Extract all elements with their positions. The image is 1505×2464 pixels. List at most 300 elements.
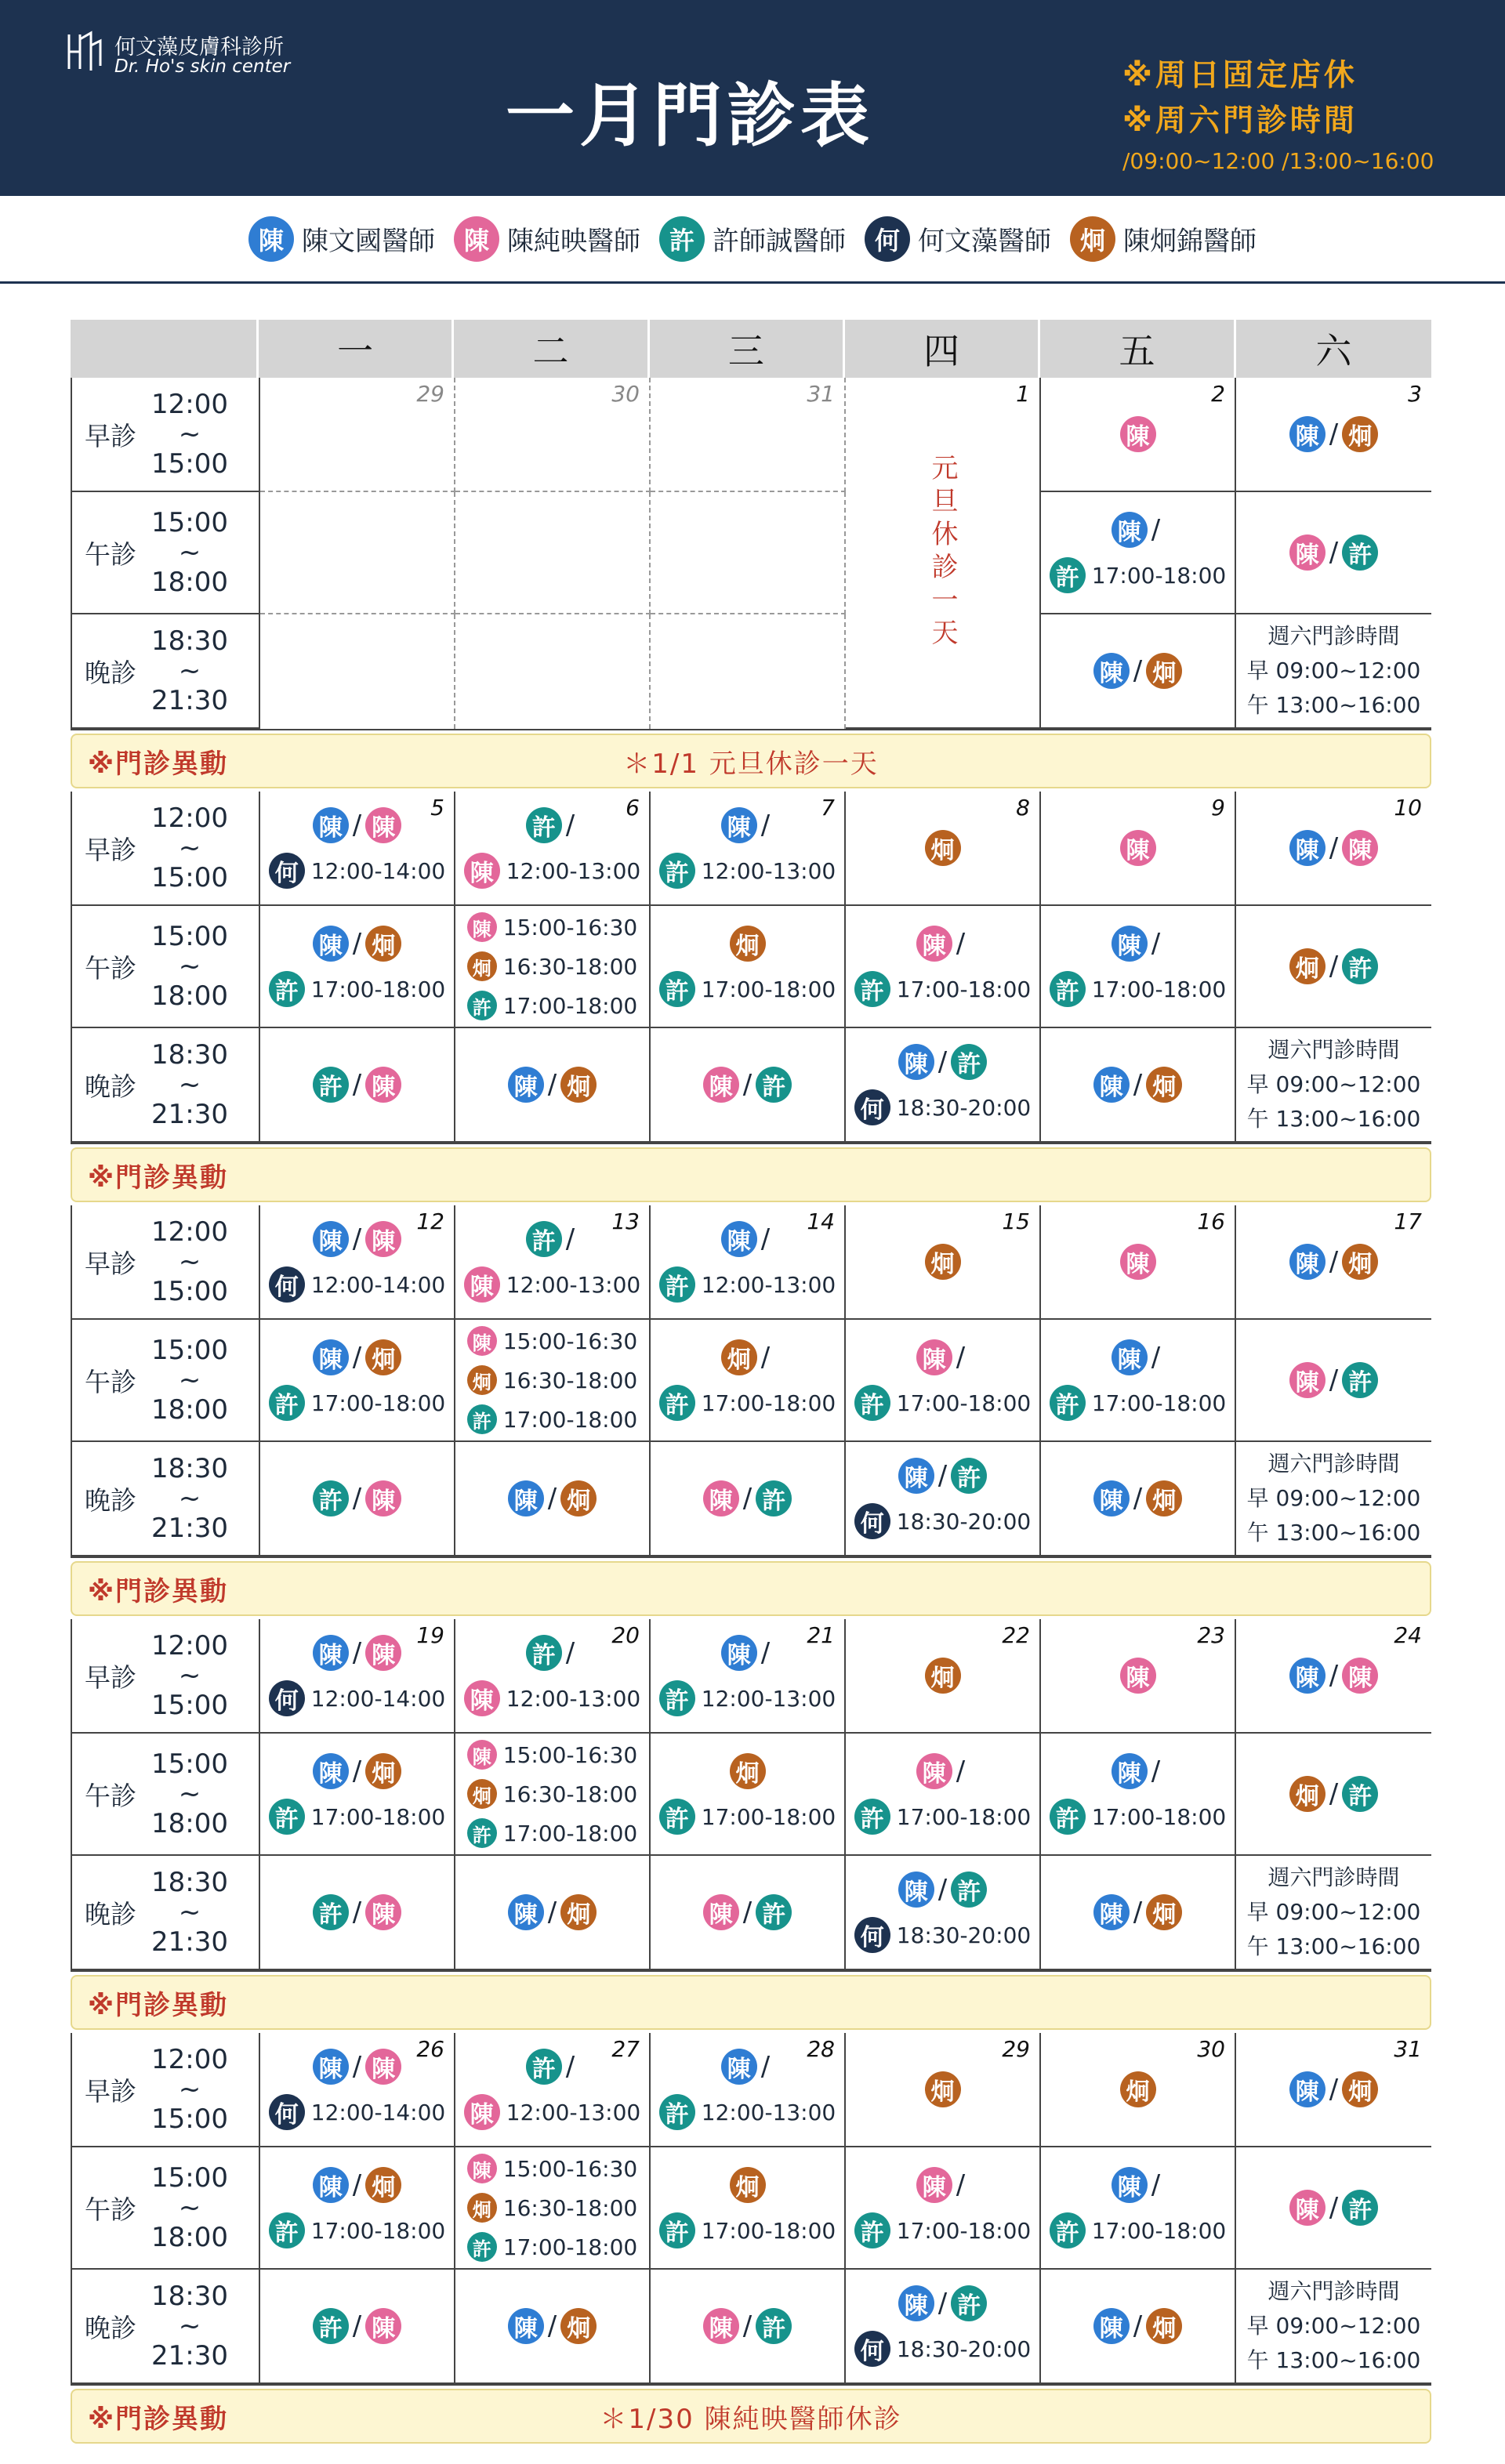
doctor-line (467, 1779, 638, 1809)
doctor-badge-icon: 陳 (365, 1221, 401, 1257)
session-end: 15:00 (151, 1276, 228, 1307)
doctor-line (269, 2094, 446, 2130)
slash-separator: / (352, 1069, 362, 1100)
date-number: 10 (1394, 795, 1422, 821)
doctor-line (1289, 948, 1378, 984)
doctor-badge-icon: 許 (951, 1458, 987, 1494)
session-label (72, 906, 260, 1028)
doctor-line (313, 1339, 401, 1375)
clinic-time: 17:00-18:00 (896, 2217, 1032, 2244)
session-tilde: ~ (178, 419, 201, 450)
schedule-cell (1236, 1028, 1431, 1143)
date-number: 26 (416, 2036, 444, 2062)
clinic-time: 16:30-18:00 (502, 1781, 638, 1807)
session-tilde: ~ (178, 2310, 201, 2342)
clinic-time: 15:00-16:30 (502, 2155, 638, 2182)
schedule-change-bar (71, 1975, 1431, 2030)
schedule-cell (1236, 1619, 1431, 1734)
schedule-change-label: ※門診異動 (88, 1989, 229, 2021)
doctor-line (467, 951, 638, 981)
doctor-badge-icon: 許 (269, 971, 305, 1007)
doctor-badge-icon: 炯 (560, 2308, 597, 2344)
doctor-badge-icon: 許 (659, 853, 695, 889)
doctor-line (659, 1266, 836, 1303)
doctor-badge-icon: 許 (526, 2049, 562, 2085)
schedule-cell (455, 1205, 651, 1320)
doctor-line (313, 1894, 401, 1930)
doctor-badge-icon: 陳 (1289, 1244, 1325, 1280)
slash-separator: / (1151, 514, 1161, 545)
slash-separator: / (352, 1483, 362, 1514)
legend-doctor-name: 許師誠醫師 (713, 226, 846, 257)
legend-item (1070, 216, 1257, 262)
doctor-line (1093, 1067, 1182, 1103)
doctor-badge-icon: 陳 (464, 2094, 500, 2130)
date-number: 3 (1408, 381, 1422, 407)
doctor-badge-icon: 陳 (467, 912, 497, 942)
session-start: 12:00 (151, 2044, 228, 2075)
saturday-hours: /09:00~12:00 /13:00~16:00 (1122, 148, 1434, 174)
doctor-badge-icon: 陳 (365, 1894, 401, 1930)
clinic-time: 17:00-18:00 (310, 976, 446, 1002)
doctor-badge-icon: 陳 (1112, 926, 1148, 962)
doctor-line (1093, 653, 1182, 689)
schedule-cell (260, 1205, 455, 1320)
doctor-line (854, 1917, 1032, 1953)
doctor-badge-icon: 許 (1050, 2212, 1086, 2248)
doctor-line (269, 1680, 446, 1716)
doctor-badge-icon: 許 (1050, 971, 1086, 1007)
doctor-line (721, 1339, 774, 1375)
saturday-hours-title: 週六門診時間 (1267, 1037, 1400, 1063)
schedule-cell (846, 1856, 1041, 1970)
doctor-badge-icon: 陳 (1342, 1658, 1378, 1694)
doctor-line (526, 807, 578, 843)
doctor-badge-icon: 陳 (898, 1872, 934, 1908)
doctor-badge-icon: 陳 (1289, 2190, 1325, 2226)
slash-separator: / (352, 2310, 362, 2342)
schedule-cell (455, 492, 651, 614)
doctor-badge-icon: 陳 (703, 1067, 739, 1103)
doctor-line (898, 1044, 987, 1080)
schedule-cell (1041, 2033, 1236, 2147)
session-tilde: ~ (178, 2192, 201, 2223)
doctor-badge-icon: 陳 (508, 1067, 544, 1103)
schedule-cell (1236, 2147, 1431, 2270)
doctor-line (659, 971, 836, 1007)
doctor-badge-icon: 陳 (703, 1480, 739, 1516)
doctor-badge-icon: 炯 (467, 2193, 497, 2223)
doctor-badge-icon: 許 (1050, 557, 1086, 593)
doctor-badge-icon: 許 (659, 1385, 695, 1421)
doctor-line (721, 2049, 774, 2085)
date-number: 31 (1394, 2036, 1422, 2062)
session-label (72, 2147, 260, 2270)
session-name: 晚診 (85, 657, 136, 688)
slash-separator: / (760, 1342, 771, 1373)
doctor-line (467, 2232, 638, 2262)
doctor-badge-icon: 炯 (1289, 1776, 1325, 1812)
page-header (0, 0, 1505, 196)
schedule-cell (846, 792, 1041, 906)
slash-separator: / (1329, 419, 1339, 450)
doctor-line (1093, 1480, 1182, 1516)
schedule-cell (1041, 1320, 1236, 1442)
slash-separator: / (352, 1637, 362, 1669)
doctor-badge-icon: 許 (756, 1067, 792, 1103)
doctor-badge-icon: 許 (659, 216, 705, 262)
doctor-line (467, 991, 638, 1020)
doctor-line (269, 1266, 446, 1303)
doctor-badge-icon: 陳 (365, 2308, 401, 2344)
doctor-line (464, 853, 641, 889)
doctor-badge-icon: 陳 (1112, 2167, 1148, 2203)
session-end: 18:00 (151, 567, 228, 598)
doctor-line (854, 2331, 1032, 2367)
doctor-line (313, 807, 401, 843)
doctor-badge-icon: 陳 (1289, 416, 1325, 452)
doctor-badge-icon: 陳 (454, 216, 499, 262)
doctor-badge-icon: 炯 (365, 1753, 401, 1789)
slash-separator: / (1133, 655, 1143, 687)
doctor-line (269, 853, 446, 889)
doctor-line (1289, 416, 1378, 452)
doctor-badge-icon: 許 (467, 1404, 497, 1434)
schedule-cell (651, 2270, 846, 2384)
doctor-badge-icon: 陳 (467, 2154, 497, 2183)
doctor-badge-icon: 炯 (560, 1894, 597, 1930)
doctor-badge-icon: 許 (526, 1635, 562, 1671)
doctor-line (1112, 1339, 1164, 1375)
session-start: 12:00 (151, 1630, 228, 1661)
doctor-line (730, 2167, 766, 2203)
slash-separator: / (956, 928, 966, 959)
doctor-line (464, 2094, 641, 2130)
legend-item (865, 216, 1051, 262)
schedule-cell (1041, 614, 1236, 729)
schedule-cell (455, 614, 651, 729)
doctor-line (1289, 1362, 1378, 1398)
weekday-tue: 二 (454, 320, 649, 378)
clinic-time: 18:30-20:00 (896, 2335, 1032, 2362)
slash-separator: / (760, 2051, 771, 2082)
doctor-badge-icon: 陳 (313, 1221, 349, 1257)
logo-chinese-name: 何文藻皮膚科診所 (114, 35, 284, 60)
doctor-line (1050, 2212, 1227, 2248)
doctor-line (1093, 2308, 1182, 2344)
doctor-line (313, 2308, 401, 2344)
schedule-cell (651, 792, 846, 906)
date-number: 13 (611, 1208, 640, 1234)
slash-separator: / (352, 928, 362, 959)
doctor-badge-icon: 許 (313, 1480, 349, 1516)
session-name: 晚診 (85, 1071, 136, 1102)
doctor-badge-icon: 何 (269, 853, 305, 889)
doctor-badge-icon: 許 (1050, 1799, 1086, 1835)
doctor-badge-icon: 炯 (925, 1244, 961, 1280)
doctor-line (467, 1740, 638, 1770)
clinic-time: 17:00-18:00 (1091, 2217, 1227, 2244)
week-block (71, 1619, 1431, 1972)
schedule-cell (846, 2270, 1041, 2384)
schedule-cell (651, 906, 846, 1028)
doctor-badge-icon: 許 (1342, 534, 1378, 571)
date-number: 19 (416, 1622, 444, 1648)
saturday-hours-info (1247, 1861, 1421, 1964)
doctor-badge-icon: 許 (951, 2285, 987, 2321)
schedule-cell (1236, 1442, 1431, 1556)
session-tilde: ~ (178, 1897, 201, 1928)
doctor-badge-icon: 陳 (898, 2285, 934, 2321)
doctor-line (925, 1244, 961, 1280)
schedule-cell (1236, 2270, 1431, 2384)
slash-separator: / (956, 1756, 966, 1787)
doctor-line (703, 1480, 792, 1516)
clinic-time: 17:00-18:00 (310, 1390, 446, 1416)
doctor-badge-icon: 陳 (1120, 416, 1156, 452)
session-name: 晚診 (85, 1484, 136, 1516)
slash-separator: / (1329, 2074, 1339, 2105)
doctor-badge-icon: 炯 (467, 951, 497, 981)
doctor-line (854, 2212, 1032, 2248)
doctor-badge-icon: 陳 (313, 2049, 349, 2085)
slash-separator: / (547, 1897, 557, 1928)
clinic-time: 16:30-18:00 (502, 1367, 638, 1393)
weeks-container (71, 378, 1431, 2447)
clinic-time: 18:30-20:00 (896, 1094, 1032, 1121)
slash-separator: / (1133, 1483, 1143, 1514)
date-number: 14 (807, 1208, 835, 1234)
doctor-badge-icon: 陳 (703, 1894, 739, 1930)
slash-separator: / (565, 2051, 575, 2082)
clinic-time: 17:00-18:00 (701, 2217, 836, 2244)
slash-separator: / (547, 1069, 557, 1100)
header-corner (71, 320, 259, 378)
session-end: 18:00 (151, 980, 228, 1012)
doctor-badge-icon: 陳 (1289, 2071, 1325, 2107)
doctor-badge-icon: 炯 (560, 1480, 597, 1516)
doctor-line (269, 2212, 446, 2248)
schedule-cell (1041, 2147, 1236, 2270)
doctor-badge-icon: 陳 (313, 1339, 349, 1375)
schedule-cell (651, 1734, 846, 1856)
doctor-badge-icon: 炯 (730, 1753, 766, 1789)
doctor-badge-icon: 炯 (730, 926, 766, 962)
session-time (143, 390, 237, 479)
clinic-time: 12:00-13:00 (701, 2099, 836, 2125)
doctor-badge-icon: 炯 (1146, 2308, 1182, 2344)
doctor-badge-icon: 許 (269, 1385, 305, 1421)
doctor-badge-icon: 陳 (898, 1044, 934, 1080)
doctor-badge-icon: 陳 (1289, 1362, 1325, 1398)
saturday-hours-title: 週六門診時間 (1267, 1451, 1400, 1477)
slash-separator: / (1133, 2310, 1143, 2342)
clinic-time: 17:00-18:00 (502, 992, 638, 1019)
slash-separator: / (760, 1223, 771, 1255)
session-start: 18:30 (151, 1039, 228, 1071)
slash-separator: / (937, 1874, 948, 1905)
doctor-badge-icon: 陳 (365, 1635, 401, 1671)
doctor-line (313, 1067, 401, 1103)
schedule-cell (846, 906, 1041, 1028)
session-label (72, 792, 260, 906)
slash-separator: / (1151, 2169, 1161, 2201)
doctor-badge-icon: 許 (1342, 2190, 1378, 2226)
session-tilde: ~ (178, 1246, 201, 1277)
doctor-badge-icon: 陳 (464, 1680, 500, 1716)
doctor-line (313, 1480, 401, 1516)
clinic-time: 12:00-13:00 (506, 1271, 641, 1298)
session-tilde: ~ (178, 537, 201, 568)
doctor-line (313, 1753, 401, 1789)
session-name: 早診 (85, 2075, 136, 2107)
slash-separator: / (742, 1483, 752, 1514)
doctor-badge-icon: 許 (467, 1818, 497, 1848)
doctor-line (1289, 534, 1378, 571)
session-name: 午診 (85, 538, 136, 570)
slash-separator: / (1151, 928, 1161, 959)
doctor-badge-icon: 炯 (1120, 2071, 1156, 2107)
date-number: 29 (416, 381, 444, 407)
doctor-line (508, 1480, 597, 1516)
doctor-badge-icon: 何 (854, 1917, 890, 1953)
clinic-time: 16:30-18:00 (502, 2194, 638, 2221)
schedule-cell (455, 1619, 651, 1734)
schedule-cell (455, 2033, 651, 2147)
session-label (72, 492, 260, 614)
clinic-time: 17:00-18:00 (502, 2234, 638, 2260)
doctor-line (854, 1089, 1032, 1125)
doctor-badge-icon: 陳 (703, 2308, 739, 2344)
slash-separator: / (1133, 1069, 1143, 1100)
saturday-hours-title: 週六門診時間 (1267, 2278, 1400, 2304)
date-number: 22 (1002, 1622, 1030, 1648)
doctor-badge-icon: 陳 (313, 1635, 349, 1671)
session-name: 晚診 (85, 1898, 136, 1930)
doctor-badge-icon: 許 (659, 1266, 695, 1303)
doctor-badge-icon: 炯 (1342, 1244, 1378, 1280)
doctor-badge-icon: 陳 (916, 2167, 952, 2203)
slash-separator: / (1329, 951, 1339, 982)
slash-separator: / (352, 1223, 362, 1255)
doctor-badge-icon: 陳 (721, 2049, 757, 2085)
schedule-cell (455, 1442, 651, 1556)
schedule-cell (846, 1205, 1041, 1320)
doctor-badge-icon: 炯 (365, 1339, 401, 1375)
session-start: 18:30 (151, 625, 228, 657)
doctor-badge-icon: 許 (659, 1680, 695, 1716)
schedule-cell (846, 2147, 1041, 2270)
date-number: 23 (1197, 1622, 1225, 1648)
saturday-hours-pm: 午 13:00~16:00 (1246, 1520, 1421, 1545)
schedule-cell (260, 792, 455, 906)
doctor-badge-icon: 許 (951, 1872, 987, 1908)
doctor-badge-icon: 陳 (916, 1753, 952, 1789)
date-number: 8 (1016, 795, 1030, 821)
doctor-line (269, 1385, 446, 1421)
doctor-line (313, 2167, 401, 2203)
doctor-line (269, 1799, 446, 1835)
doctor-badge-icon: 陳 (508, 1894, 544, 1930)
schedule-cell (260, 1619, 455, 1734)
saturday-hours-pm: 午 13:00~16:00 (1246, 1106, 1421, 1132)
session-start: 12:00 (151, 1216, 228, 1248)
schedule-cell (1041, 1856, 1236, 1970)
schedule-cell (1041, 1442, 1236, 1556)
doctor-badge-icon: 陳 (313, 807, 349, 843)
doctor-line (467, 1818, 638, 1848)
clinic-logo-icon (66, 30, 102, 74)
legend-doctor-name: 陳炯錦醫師 (1123, 226, 1257, 257)
session-name: 晚診 (85, 2312, 136, 2343)
session-end: 15:00 (151, 862, 228, 893)
schedule-cell (846, 1028, 1041, 1143)
doctor-badge-icon: 陳 (464, 1266, 500, 1303)
schedule-cell (260, 2033, 455, 2147)
schedule-cell (1236, 906, 1431, 1028)
doctor-line (467, 912, 638, 942)
clinic-time: 15:00-16:30 (502, 914, 638, 940)
doctor-badge-icon: 炯 (721, 1339, 757, 1375)
clinic-time: 17:00-18:00 (310, 2217, 446, 2244)
legend-doctor-name: 何文藻醫師 (918, 226, 1051, 257)
week-block (71, 2033, 1431, 2386)
schedule-cell (651, 614, 846, 729)
slash-separator: / (352, 2169, 362, 2201)
doctor-line (659, 853, 836, 889)
schedule-cell (651, 1028, 846, 1143)
session-start: 15:00 (151, 1335, 228, 1366)
doctor-badge-icon: 陳 (1120, 1658, 1156, 1694)
slash-separator: / (1329, 1660, 1339, 1691)
doctor-line (269, 971, 446, 1007)
doctor-badge-icon: 許 (951, 1044, 987, 1080)
session-label (72, 614, 260, 729)
saturday-hours-info (1247, 1447, 1421, 1550)
schedule-change-bar (71, 734, 1431, 788)
session-tilde: ~ (178, 1778, 201, 1810)
schedule-cell (1041, 1734, 1236, 1856)
doctor-badge-icon: 陳 (1120, 830, 1156, 866)
schedule-cell (846, 1619, 1041, 1734)
schedule-cell (1236, 2033, 1431, 2147)
doctor-badge-icon: 陳 (365, 1480, 401, 1516)
schedule-cell (1041, 1028, 1236, 1143)
clinic-time: 15:00-16:30 (502, 1328, 638, 1354)
doctor-badge-icon: 陳 (1289, 830, 1325, 866)
doctor-badge-icon: 陳 (898, 1458, 934, 1494)
weekday-mon: 一 (259, 320, 454, 378)
saturday-hours-title: 週六門診時間 (1267, 1864, 1400, 1890)
session-end: 21:30 (151, 2340, 228, 2372)
slash-separator: / (352, 810, 362, 841)
schedule-cell (1236, 492, 1431, 614)
schedule-table (71, 320, 1431, 2447)
doctor-line (659, 1385, 836, 1421)
clinic-logo (66, 27, 372, 82)
clinic-time: 17:00-18:00 (502, 1820, 638, 1846)
session-end: 18:00 (151, 1808, 228, 1839)
saturday-hours-info (1247, 619, 1421, 723)
doctor-line (1289, 2190, 1378, 2226)
doctor-line (854, 971, 1032, 1007)
doctor-line (721, 1635, 774, 1671)
doctor-line (721, 807, 774, 843)
doctor-line (1050, 1799, 1227, 1835)
date-number: 17 (1394, 1208, 1422, 1234)
doctor-line (730, 926, 766, 962)
schedule-change-label: ※門診異動 (88, 2403, 229, 2435)
